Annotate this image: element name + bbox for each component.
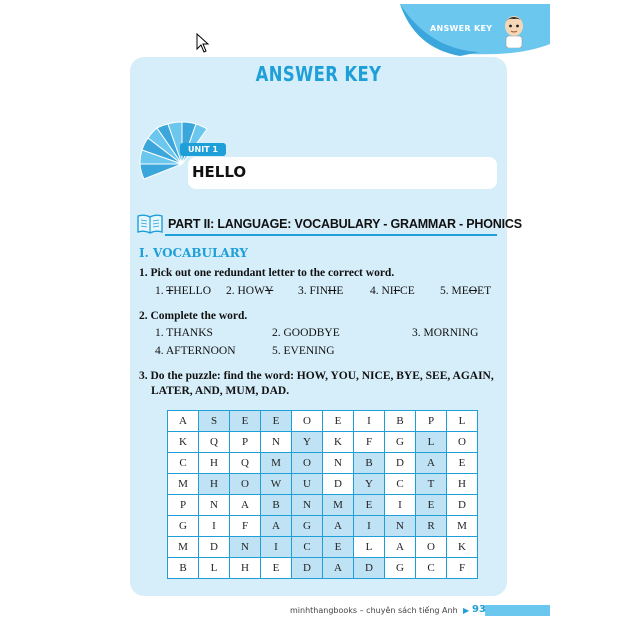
grid-cell: K <box>323 432 354 453</box>
grid-cell: G <box>168 516 199 537</box>
grid-cell: Y <box>292 432 323 453</box>
grid-cell: N <box>199 495 230 516</box>
grid-row <box>168 411 478 432</box>
grid-cell: W <box>261 474 292 495</box>
open-book-icon <box>137 213 163 235</box>
grid-cell: P <box>168 495 199 516</box>
grid-cell: H <box>199 453 230 474</box>
grid-cell: S <box>199 411 230 432</box>
grid-cell: M <box>447 516 478 537</box>
word-search-grid <box>167 410 478 579</box>
grid-cell: I <box>354 516 385 537</box>
grid-cell: M <box>168 537 199 558</box>
q1-answer-3: 3. FINHE <box>298 285 344 297</box>
section-heading: I. VOCABULARY <box>139 246 248 260</box>
grid-cell: L <box>416 432 447 453</box>
grid-cell: M <box>261 453 292 474</box>
grid-row <box>168 453 478 474</box>
grid-cell: O <box>447 432 478 453</box>
page-number: 93 <box>472 604 486 615</box>
grid-cell: B <box>168 558 199 579</box>
grid-cell: T <box>416 474 447 495</box>
grid-cell: I <box>385 495 416 516</box>
grid-cell: I <box>199 516 230 537</box>
grid-cell: C <box>416 558 447 579</box>
question-2-prompt: 2. Complete the word. <box>139 310 248 322</box>
grid-cell: P <box>416 411 447 432</box>
grid-cell: L <box>354 537 385 558</box>
grid-cell: H <box>199 474 230 495</box>
grid-cell: E <box>261 558 292 579</box>
grid-cell: A <box>385 537 416 558</box>
grid-row <box>168 537 478 558</box>
grid-cell: U <box>292 474 323 495</box>
grid-cell: E <box>261 411 292 432</box>
grid-cell: A <box>168 411 199 432</box>
grid-cell: G <box>385 432 416 453</box>
grid-cell: M <box>168 474 199 495</box>
grid-cell: P <box>230 432 261 453</box>
grid-cell: E <box>230 411 261 432</box>
q2-answer-5: 5. EVENING <box>272 345 335 357</box>
q1-answer-1: 1. THELLO <box>155 285 212 297</box>
question-3-prompt: 3. Do the puzzle: find the word: HOW, YOU, NICE, BYE, SEE, AGAIN, <box>139 370 494 382</box>
grid-cell: L <box>447 411 478 432</box>
grid-cell: A <box>416 453 447 474</box>
grid-cell: R <box>416 516 447 537</box>
grid-cell: M <box>323 495 354 516</box>
grid-cell: H <box>230 558 261 579</box>
footer-publisher: minhthangbooks – chuyên sách tiếng Anh <box>290 606 458 615</box>
grid-cell: D <box>354 558 385 579</box>
grid-cell: A <box>230 495 261 516</box>
grid-row <box>168 516 478 537</box>
grid-cell: O <box>292 411 323 432</box>
unit-title: HELLO <box>192 163 247 181</box>
grid-cell: I <box>261 537 292 558</box>
q2-answer-4: 4. AFTERNOON <box>155 345 236 357</box>
grid-cell: A <box>323 558 354 579</box>
grid-cell: K <box>168 432 199 453</box>
page-title: ANSWER KEY <box>255 62 382 86</box>
grid-cell: O <box>292 453 323 474</box>
grid-cell: E <box>416 495 447 516</box>
grid-cell: D <box>323 474 354 495</box>
part-underline <box>165 234 497 236</box>
question-3-prompt-cont: LATER, AND, MUM, DAD. <box>151 385 290 397</box>
grid-cell: E <box>447 453 478 474</box>
mouse-cursor-icon <box>196 33 210 53</box>
grid-row <box>168 558 478 579</box>
grid-cell: D <box>199 537 230 558</box>
grid-cell: E <box>323 537 354 558</box>
grid-cell: N <box>385 516 416 537</box>
grid-cell: O <box>230 474 261 495</box>
grid-cell: L <box>199 558 230 579</box>
grid-cell: B <box>261 495 292 516</box>
grid-cell: C <box>168 453 199 474</box>
grid-cell: N <box>230 537 261 558</box>
grid-cell: N <box>261 432 292 453</box>
footer-bar <box>485 605 550 616</box>
grid-cell: G <box>292 516 323 537</box>
q2-answer-3: 3. MORNING <box>412 327 479 339</box>
grid-cell: D <box>447 495 478 516</box>
grid-cell: F <box>447 558 478 579</box>
grid-cell: A <box>323 516 354 537</box>
q1-answer-5: 5. MEOET <box>440 285 492 297</box>
q2-answer-1: 1. THANKS <box>155 327 213 339</box>
grid-cell: G <box>385 558 416 579</box>
unit-badge: UNIT 1 <box>180 143 226 156</box>
q2-answer-2: 2. GOODBYE <box>272 327 340 339</box>
grid-cell: D <box>292 558 323 579</box>
grid-cell: F <box>230 516 261 537</box>
question-1-prompt: 1. Pick out one redundant letter to the correct word. <box>139 267 395 279</box>
grid-cell: I <box>354 411 385 432</box>
grid-cell: C <box>292 537 323 558</box>
grid-row <box>168 474 478 495</box>
banner-label: ANSWER KEY <box>430 24 493 33</box>
grid-cell: N <box>323 453 354 474</box>
grid-cell: Q <box>199 432 230 453</box>
q1-answer-2: 2. HOWY <box>226 285 274 297</box>
grid-cell: A <box>261 516 292 537</box>
q1-answer-4: 4. NIFCE <box>370 285 415 297</box>
grid-row <box>168 495 478 516</box>
grid-cell: B <box>385 411 416 432</box>
grid-row <box>168 432 478 453</box>
grid-cell: Y <box>354 474 385 495</box>
grid-cell: E <box>323 411 354 432</box>
grid-cell: N <box>292 495 323 516</box>
grid-cell: Q <box>230 453 261 474</box>
grid-cell: O <box>416 537 447 558</box>
grid-cell: C <box>385 474 416 495</box>
boy-mascot-icon <box>500 14 528 48</box>
grid-cell: B <box>354 453 385 474</box>
grid-cell: H <box>447 474 478 495</box>
page-arrow-icon: ▶ <box>463 606 470 615</box>
grid-cell: F <box>354 432 385 453</box>
grid-cell: D <box>385 453 416 474</box>
part-title: PART II: LANGUAGE: VOCABULARY - GRAMMAR - PHONICS <box>168 217 522 231</box>
grid-cell: K <box>447 537 478 558</box>
grid-cell: E <box>354 495 385 516</box>
